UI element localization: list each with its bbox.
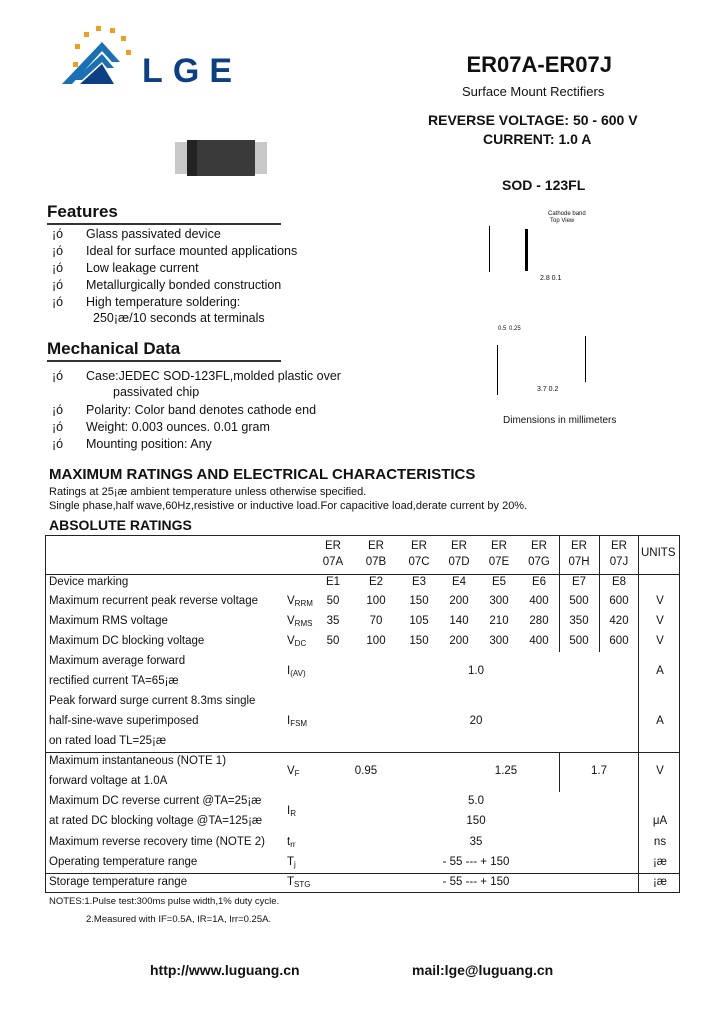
table-cell: 500 bbox=[569, 635, 589, 647]
unit-cell: V bbox=[656, 635, 664, 647]
table-cell: 35 bbox=[326, 615, 340, 627]
symbol bbox=[287, 615, 312, 628]
unit-cell: ns bbox=[653, 836, 667, 848]
bullet-icon: ¡ó bbox=[52, 369, 64, 383]
feature-item: Metallurgically bonded construction bbox=[86, 278, 282, 292]
table-cell: 100 bbox=[366, 595, 386, 607]
table-cell: E5 bbox=[491, 576, 507, 588]
table-cell-merged: 35 bbox=[469, 836, 483, 848]
parameter-label: Peak forward surge current 8.3ms single bbox=[49, 695, 256, 707]
package-name: SOD - 123FL bbox=[502, 177, 586, 193]
unit-cell: ¡æ bbox=[652, 856, 668, 868]
package-dimension-diagram bbox=[420, 200, 620, 430]
ratings-heading: MAXIMUM RATINGS AND ELECTRICAL CHARACTERISTICS bbox=[49, 466, 476, 483]
dim-pad1: 0.5 bbox=[498, 326, 507, 332]
parameter-label: at rated DC blocking voltage @TA=125¡æ bbox=[49, 815, 263, 827]
parameter-label: half-sine-wave superimposed bbox=[49, 715, 199, 727]
table-cell: E3 bbox=[411, 576, 427, 588]
column-header-prefix: ER bbox=[451, 540, 467, 552]
units-header: UNITS bbox=[641, 547, 676, 559]
table-cell: 50 bbox=[326, 595, 340, 607]
column-header-model: 07D bbox=[448, 556, 470, 568]
symbol-subscript: FSM bbox=[290, 719, 308, 728]
symbol-subscript: (AV) bbox=[290, 669, 306, 678]
bullet-icon: ¡ó bbox=[52, 244, 64, 258]
column-header-prefix: ER bbox=[491, 540, 507, 552]
bullet-icon: ¡ó bbox=[52, 295, 64, 309]
table-cell: 400 bbox=[529, 595, 549, 607]
table-cell: 200 bbox=[449, 595, 469, 607]
mechanical-item: Mounting position: Any bbox=[86, 437, 212, 451]
symbol bbox=[287, 876, 310, 889]
note-2: 2.Measured with IF=0.5A, IR=1A, Irr=0.25A. bbox=[86, 914, 272, 925]
absolute-ratings-heading: ABSOLUTE RATINGS bbox=[49, 517, 192, 533]
symbol-subscript: rr bbox=[290, 840, 296, 849]
symbol-letter: I bbox=[287, 715, 291, 727]
product-subtitle: Surface Mount Rectifiers bbox=[462, 84, 605, 99]
dimension-caption: Dimensions in millimeters bbox=[503, 415, 617, 426]
unit-cell: A bbox=[656, 665, 664, 677]
cathode-band-label: Cathode band bbox=[548, 211, 586, 217]
bullet-icon: ¡ó bbox=[52, 278, 64, 292]
parameter-label: Maximum DC blocking voltage bbox=[49, 635, 205, 647]
symbol-subscript: DC bbox=[294, 639, 307, 648]
table-cell: 50 bbox=[326, 635, 340, 647]
mechanical-item: Case:JEDEC SOD-123FL,molded plastic over bbox=[86, 369, 341, 383]
table-cell-group: 1.25 bbox=[494, 765, 518, 777]
table-cell: 600 bbox=[609, 595, 629, 607]
feature-continuation: 250¡æ/10 seconds at terminals bbox=[93, 311, 265, 325]
ratings-table bbox=[45, 535, 680, 893]
email-link[interactable]: mail:lge@luguang.cn bbox=[412, 962, 554, 978]
symbol-letter: V bbox=[287, 635, 295, 647]
parameter-label: Maximum RMS voltage bbox=[49, 615, 168, 627]
parameter-label: Storage temperature range bbox=[49, 876, 188, 888]
symbol-subscript: R bbox=[290, 809, 296, 818]
unit-cell: ¡æ bbox=[652, 876, 668, 888]
dim-width: 2.8 0.1 bbox=[540, 275, 562, 282]
table-cell: 150 bbox=[409, 635, 429, 647]
top-view-label: Top View bbox=[550, 218, 575, 224]
table-cell-group: 1.7 bbox=[591, 765, 607, 777]
parameter-label: Operating temperature range bbox=[49, 856, 198, 868]
svg-text:LGE: LGE bbox=[142, 52, 232, 90]
table-cell-merged: 150 bbox=[466, 815, 486, 827]
current-spec: CURRENT: 1.0 A bbox=[483, 131, 592, 147]
parameter-label: Maximum DC reverse current @TA=25¡æ bbox=[49, 795, 262, 807]
table-cell: 300 bbox=[489, 635, 509, 647]
symbol-subscript: F bbox=[294, 769, 300, 778]
feature-item: High temperature soldering: bbox=[86, 295, 241, 309]
ratings-note-1: Ratings at 25¡æ ambient temperature unless otherwise specified. bbox=[49, 486, 367, 498]
symbol-letter: V bbox=[287, 595, 295, 607]
table-cell: 350 bbox=[569, 615, 589, 627]
symbol-subscript: STG bbox=[294, 880, 311, 889]
table-cell: E7 bbox=[571, 576, 587, 588]
bullet-icon: ¡ó bbox=[52, 437, 64, 451]
column-header-prefix: ER bbox=[411, 540, 427, 552]
table-cell: E4 bbox=[451, 576, 467, 588]
parameter-label: Maximum reverse recovery time (NOTE 2) bbox=[49, 836, 265, 848]
table-cell: E1 bbox=[325, 576, 341, 588]
table-cell-merged: 5.0 bbox=[468, 795, 484, 807]
table-cell: E6 bbox=[531, 576, 547, 588]
note-1: NOTES:1.Pulse test:300ms pulse width,1% duty cycle. bbox=[49, 896, 280, 907]
feature-item: Low leakage current bbox=[86, 261, 199, 275]
column-header-model: 07H bbox=[568, 556, 590, 568]
bullet-icon: ¡ó bbox=[52, 227, 64, 241]
table-cell: 105 bbox=[409, 615, 429, 627]
table-cell: E8 bbox=[611, 576, 627, 588]
column-header-model: 07G bbox=[528, 556, 550, 568]
symbol-letter: I bbox=[287, 665, 291, 677]
table-cell: 600 bbox=[609, 635, 629, 647]
column-header-prefix: ER bbox=[325, 540, 341, 552]
table-cell: 500 bbox=[569, 595, 589, 607]
mechanical-item: Polarity: Color band denotes cathode end bbox=[86, 403, 317, 417]
bullet-icon: ¡ó bbox=[52, 403, 64, 417]
symbol-subscript: RMS bbox=[294, 619, 313, 628]
mechanical-item: Weight: 0.003 ounces. 0.01 gram bbox=[86, 420, 270, 434]
table-cell: 210 bbox=[489, 615, 509, 627]
unit-cell: V bbox=[656, 615, 664, 627]
symbol-letter: I bbox=[287, 805, 291, 817]
parameter-label: on rated load TL=25¡æ bbox=[49, 735, 167, 747]
symbol-letter: V bbox=[287, 765, 295, 777]
table-cell: 420 bbox=[609, 615, 629, 627]
column-header-model: 07A bbox=[322, 556, 344, 568]
website-link[interactable]: http://www.luguang.cn bbox=[150, 962, 300, 978]
column-header-model: 07B bbox=[365, 556, 387, 568]
symbol-letter: t bbox=[287, 836, 291, 848]
table-cell-group: 0.95 bbox=[354, 765, 378, 777]
parameter-label: rectified current TA=65¡æ bbox=[49, 675, 179, 687]
table-cell-merged: 20 bbox=[469, 715, 483, 727]
column-header-model: 07J bbox=[609, 556, 629, 568]
table-cell: 300 bbox=[489, 595, 509, 607]
symbol bbox=[287, 805, 296, 818]
parameter-label: Maximum instantaneous (NOTE 1) bbox=[49, 755, 227, 767]
symbol bbox=[287, 715, 307, 728]
mechanical-continuation: passivated chip bbox=[113, 385, 200, 399]
parameter-label: Device marking bbox=[49, 576, 129, 588]
reverse-voltage-spec: REVERSE VOLTAGE: 50 - 600 V bbox=[428, 112, 638, 128]
table-cell: 100 bbox=[366, 635, 386, 647]
parameter-label: Maximum recurrent peak reverse voltage bbox=[49, 595, 258, 607]
table-cell: 200 bbox=[449, 635, 469, 647]
component-image bbox=[175, 142, 267, 174]
table-cell: 150 bbox=[409, 595, 429, 607]
dim-pad2: 0.25 bbox=[509, 326, 521, 332]
symbol-subscript: RRM bbox=[294, 599, 313, 608]
parameter-label: Maximum average forward bbox=[49, 655, 186, 667]
column-header-prefix: ER bbox=[611, 540, 627, 552]
table-cell: E2 bbox=[368, 576, 384, 588]
unit-cell: V bbox=[656, 595, 664, 607]
symbol bbox=[287, 665, 306, 678]
symbol-subscript: j bbox=[294, 860, 296, 869]
table-cell-merged: - 55 --- + 150 bbox=[442, 856, 510, 868]
column-header-prefix: ER bbox=[571, 540, 587, 552]
symbol bbox=[287, 765, 300, 778]
unit-cell: V bbox=[656, 765, 664, 777]
column-header-model: 07E bbox=[488, 556, 510, 568]
table-cell-merged: - 55 --- + 150 bbox=[442, 876, 510, 888]
symbol bbox=[287, 595, 313, 608]
symbol bbox=[287, 635, 306, 648]
column-header-model: 07C bbox=[408, 556, 430, 568]
unit-cell: A bbox=[656, 715, 664, 727]
column-header-prefix: ER bbox=[368, 540, 384, 552]
feature-item: Glass passivated device bbox=[86, 227, 221, 241]
table-cell: 70 bbox=[369, 615, 383, 627]
feature-item: Ideal for surface mounted applications bbox=[86, 244, 298, 258]
ratings-note-2: Single phase,half wave,60Hz,resistive or inductive load.For capacitive load,derate current by 20%. bbox=[49, 500, 528, 512]
table-cell: 280 bbox=[529, 615, 549, 627]
symbol-letter: T bbox=[287, 856, 295, 868]
mechanical-heading: Mechanical Data bbox=[47, 339, 281, 362]
symbol bbox=[287, 856, 296, 869]
table-cell: 400 bbox=[529, 635, 549, 647]
dim-length: 3.7 0.2 bbox=[537, 386, 559, 393]
bullet-icon: ¡ó bbox=[52, 420, 64, 434]
symbol-letter: T bbox=[287, 876, 295, 888]
table-cell-merged: 1.0 bbox=[468, 665, 484, 677]
features-heading: Features bbox=[47, 202, 281, 225]
parameter-label: forward voltage at 1.0A bbox=[49, 775, 168, 787]
column-header-prefix: ER bbox=[531, 540, 547, 552]
symbol-letter: V bbox=[287, 615, 295, 627]
symbol bbox=[287, 836, 296, 849]
table-cell: 140 bbox=[449, 615, 469, 627]
bullet-icon: ¡ó bbox=[52, 261, 64, 275]
product-title: ER07A-ER07J bbox=[466, 52, 612, 77]
unit-cell: μA bbox=[652, 815, 668, 827]
